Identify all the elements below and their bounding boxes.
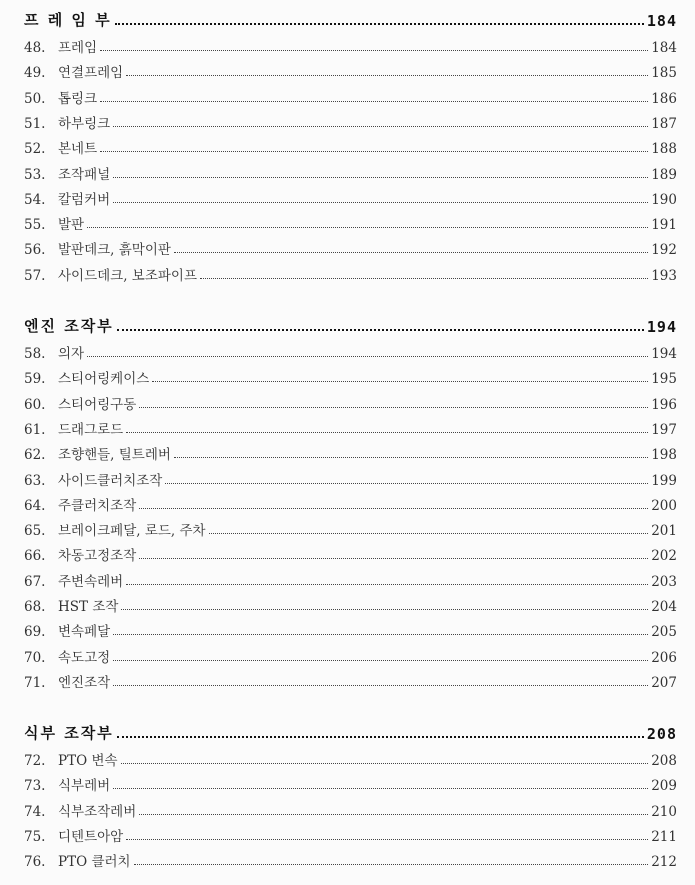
dot-leader (126, 839, 648, 840)
entry-number: 50. (24, 90, 46, 107)
dot-leader (152, 381, 648, 382)
entry-page-number: 191 (651, 217, 677, 234)
section-heading[interactable] (24, 8, 677, 30)
toc-entry[interactable] (24, 188, 677, 208)
entry-number: 75. (24, 828, 46, 845)
toc-entry[interactable] (24, 367, 677, 387)
entry-label: 변속페달 (58, 624, 111, 641)
toc-entry[interactable] (24, 342, 677, 362)
entry-label: 조향핸들, 틸트레버 (58, 447, 171, 464)
entry-page-number: 184 (651, 40, 677, 56)
toc-entry[interactable] (24, 393, 677, 413)
entry-number: 53. (24, 166, 46, 183)
entry-number: 48. (24, 40, 46, 56)
entry-number: 59. (24, 371, 46, 388)
dot-leader (139, 814, 648, 815)
dot-leader (174, 457, 648, 458)
entry-label: 브레이크페달, 로드, 주차 (58, 523, 206, 540)
dot-leader (117, 736, 644, 738)
dot-leader (139, 407, 648, 408)
dot-leader (87, 227, 648, 228)
dot-leader (100, 151, 648, 152)
entry-label: HST 조작 (58, 599, 119, 615)
entry-label: 연결프레임 (58, 65, 124, 82)
dot-leader (126, 432, 648, 433)
toc-entry[interactable] (24, 774, 677, 794)
section-heading[interactable] (24, 314, 677, 336)
entry-page-number: 202 (651, 548, 677, 565)
entry-label: 사이드데크, 보조파이프 (58, 267, 197, 284)
dot-leader (209, 533, 649, 534)
section-title: 프 레 임 부 (24, 11, 112, 29)
entry-number: 52. (24, 141, 46, 158)
dot-leader (200, 278, 648, 279)
entry-page-number: 198 (651, 447, 677, 464)
entry-label: 본네트 (58, 141, 98, 158)
entry-number: 73. (24, 778, 46, 795)
dot-leader (100, 101, 648, 102)
section-heading[interactable] (24, 721, 677, 743)
dot-leader (113, 685, 648, 686)
dot-leader (113, 177, 648, 178)
dot-leader (174, 252, 648, 253)
entry-page-number: 200 (651, 497, 677, 514)
entry-number: 57. (24, 267, 46, 284)
entry-number: 68. (24, 599, 46, 615)
dot-leader (139, 558, 648, 559)
section-title: 엔진 조작부 (24, 317, 114, 335)
entry-number: 74. (24, 803, 46, 820)
dot-leader (165, 483, 648, 484)
entry-label: 의자 (58, 346, 85, 362)
toc-entry[interactable] (24, 570, 677, 590)
entry-number: 65. (24, 523, 46, 540)
entry-label: PTO 변속 (58, 753, 118, 769)
toc-entry[interactable] (24, 443, 677, 463)
dot-leader (113, 788, 648, 789)
entry-page-number: 201 (651, 523, 677, 540)
section-page-number: 184 (646, 12, 677, 30)
entry-page-number: 209 (651, 778, 677, 795)
entry-page-number: 192 (651, 242, 677, 259)
toc-entry[interactable] (24, 112, 677, 132)
entry-label: 디텐트아암 (58, 828, 124, 845)
entry-page-number: 204 (651, 599, 677, 615)
toc-entry[interactable] (24, 469, 677, 489)
dot-leader (121, 763, 649, 764)
toc-entry[interactable] (24, 646, 677, 666)
entry-label: PTO 클러치 (58, 854, 131, 871)
toc-entry[interactable] (24, 749, 677, 769)
entry-label: 발판 (58, 217, 85, 234)
entry-page-number: 189 (651, 166, 677, 183)
entry-label: 칼럼커버 (58, 191, 111, 208)
entry-label: 식부레버 (58, 778, 111, 795)
entry-number: 76. (24, 854, 46, 871)
dot-leader (113, 126, 648, 127)
toc-entry[interactable] (24, 671, 677, 691)
entry-number: 69. (24, 624, 46, 641)
toc-entry[interactable] (24, 213, 677, 233)
entry-label: 드래그로드 (58, 421, 124, 438)
dot-leader (126, 75, 648, 76)
toc-entry[interactable] (24, 163, 677, 183)
dot-leader (121, 609, 648, 610)
entry-number: 62. (24, 447, 46, 464)
entry-number: 55. (24, 217, 46, 234)
entry-label: 하부링크 (58, 115, 111, 132)
entry-page-number: 208 (651, 753, 677, 769)
entry-number: 54. (24, 191, 46, 208)
toc-entry[interactable] (24, 595, 677, 615)
dot-leader (113, 634, 648, 635)
entry-number: 51. (24, 115, 46, 132)
toc-entry[interactable] (24, 418, 677, 438)
entry-page-number: 210 (651, 803, 677, 820)
entry-number: 71. (24, 674, 46, 691)
toc-entry[interactable] (24, 800, 677, 820)
entry-page-number: 212 (651, 854, 677, 871)
entry-number: 58. (24, 346, 46, 362)
entry-number: 61. (24, 421, 46, 438)
dot-leader (139, 508, 648, 509)
entry-number: 56. (24, 242, 46, 259)
toc-entry[interactable] (24, 264, 677, 284)
entry-label: 프레임 (58, 40, 98, 56)
toc-entry[interactable] (24, 36, 677, 56)
toc-entry[interactable] (24, 87, 677, 107)
dot-leader (126, 584, 648, 585)
toc-entry[interactable] (24, 620, 677, 640)
entry-number: 66. (24, 548, 46, 565)
entry-label: 속도고정 (58, 649, 111, 666)
entry-page-number: 190 (651, 191, 677, 208)
entry-label: 스티어링구동 (58, 396, 137, 413)
dot-leader (134, 864, 649, 865)
section-page-number: 208 (646, 725, 677, 743)
entry-number: 72. (24, 753, 46, 769)
entry-label: 스티어링케이스 (58, 371, 150, 388)
toc-entry[interactable] (24, 850, 677, 870)
entry-page-number: 188 (651, 141, 677, 158)
entry-page-number: 194 (651, 346, 677, 362)
entry-number: 64. (24, 497, 46, 514)
entry-page-number: 185 (651, 65, 677, 82)
entry-number: 63. (24, 472, 46, 489)
entry-label: 발판데크, 흙막이판 (58, 242, 171, 259)
entry-label: 사이드클러치조작 (58, 472, 163, 489)
section-page-number: 194 (646, 318, 677, 336)
entry-number: 60. (24, 396, 46, 413)
dot-leader (87, 356, 648, 357)
entry-page-number: 205 (651, 624, 677, 641)
entry-page-number: 187 (651, 115, 677, 132)
toc-entry[interactable] (24, 61, 677, 81)
entry-page-number: 203 (651, 573, 677, 590)
entry-page-number: 206 (651, 649, 677, 666)
entry-label: 톱링크 (58, 90, 98, 107)
entry-label: 주변속레버 (58, 573, 124, 590)
dot-leader (113, 660, 648, 661)
entry-number: 70. (24, 649, 46, 666)
entry-label: 조작패널 (58, 166, 111, 183)
entry-page-number: 207 (651, 674, 677, 691)
entry-page-number: 195 (651, 371, 677, 388)
toc-entry[interactable] (24, 238, 677, 258)
dot-leader (115, 23, 644, 25)
dot-leader (100, 50, 648, 51)
toc-entry[interactable] (24, 137, 677, 157)
entry-page-number: 197 (651, 421, 677, 438)
toc-entry[interactable] (24, 519, 677, 539)
entry-label: 차동고정조작 (58, 548, 137, 565)
entry-page-number: 186 (651, 90, 677, 107)
dot-leader (117, 329, 644, 331)
dot-leader (113, 202, 648, 203)
entry-label: 엔진조작 (58, 674, 111, 691)
entry-page-number: 211 (651, 828, 677, 845)
entry-number: 67. (24, 573, 46, 590)
entry-number: 49. (24, 65, 46, 82)
section-title: 식부 조작부 (24, 724, 114, 742)
entry-page-number: 196 (651, 396, 677, 413)
entry-label: 주클러치조작 (58, 497, 137, 514)
toc-entry[interactable] (24, 825, 677, 845)
toc-entry[interactable] (24, 494, 677, 514)
toc-entry[interactable] (24, 544, 677, 564)
entry-page-number: 193 (651, 267, 677, 284)
entry-page-number: 199 (651, 472, 677, 489)
entry-label: 식부조작레버 (58, 803, 137, 820)
